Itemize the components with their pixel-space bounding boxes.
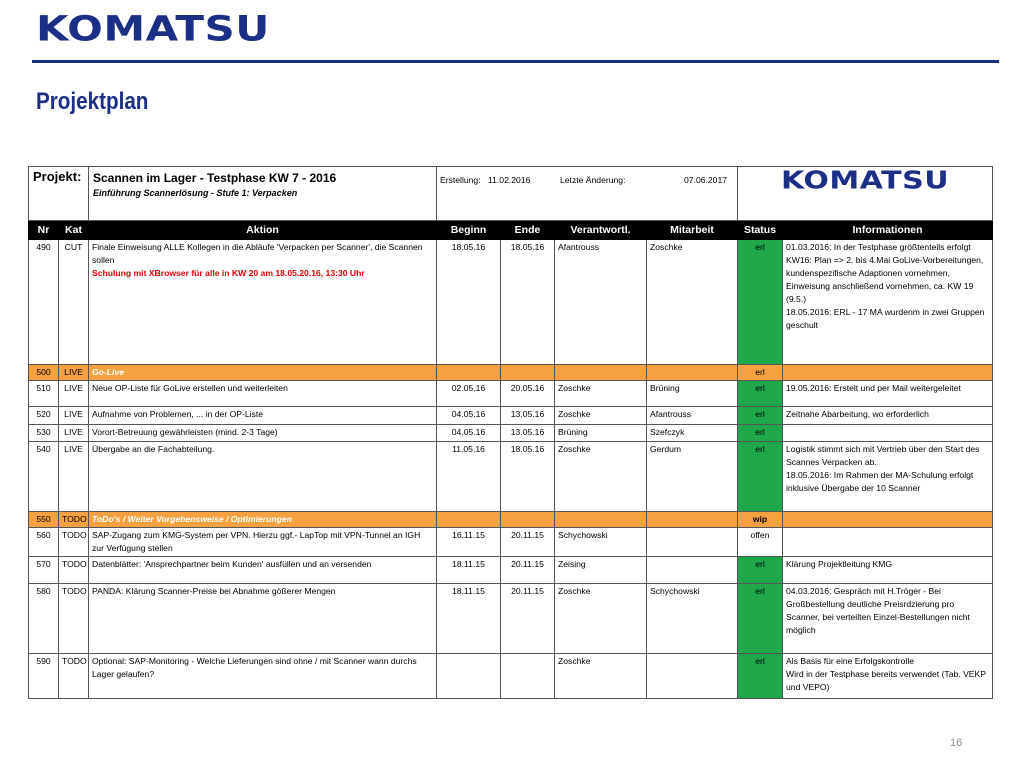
row-info: Als Basis für eine Erfolgskontrolle Wird in der Testphase bereits verwendet (Tab. VEKP und VEPO) bbox=[783, 654, 993, 699]
row-aktion: Vorort-Betreuung gewährleisten (mind. 2-3 Tage) bbox=[89, 425, 437, 442]
row-kat: TODO bbox=[59, 654, 89, 699]
row-ende: 20.05.16 bbox=[501, 381, 555, 407]
row-verantwortlich: Zoschke bbox=[555, 584, 647, 654]
row-verantwortlich: Schychowski bbox=[555, 528, 647, 557]
project-title: Scannen im Lager - Testphase KW 7 - 2016 bbox=[93, 171, 337, 185]
row-status: erl bbox=[738, 381, 783, 407]
row-nr: 590 bbox=[29, 654, 59, 699]
created-value: 11.02.2016 bbox=[488, 175, 531, 185]
row-kat: LIVE bbox=[59, 407, 89, 425]
empty-cell bbox=[437, 365, 501, 381]
row-nr: 510 bbox=[29, 381, 59, 407]
row-info bbox=[783, 425, 993, 442]
row-info: Logistik stimmt sich mit Vertrieb über den Start des Scannes Verpacken ab. 18.05.2016: Im Rahmen der MA-Schulung erfolgt inklusive Übergabe der 10 Scanner bbox=[783, 442, 993, 512]
row-status: erl bbox=[738, 240, 783, 365]
project-plan-table bbox=[28, 166, 992, 699]
row-mitarbeit bbox=[647, 557, 738, 584]
row-beginn: 18.11.15 bbox=[437, 557, 501, 584]
row-beginn: 02.05.16 bbox=[437, 381, 501, 407]
row-aktion: PANDA: Klärung Scanner-Preise bei Abnahme gößerer Mengen bbox=[89, 584, 437, 654]
row-status: offen bbox=[738, 528, 783, 557]
komatsu-logo: KOMATSU bbox=[36, 8, 270, 49]
row-verantwortlich: Zoschke bbox=[555, 654, 647, 699]
row-aktion-text: Finale Einweisung ALLE Kollegen in die Abläufe 'Verpacken per Scanner', die Scannen sollen bbox=[92, 242, 423, 265]
row-kat: TODO bbox=[59, 584, 89, 654]
row-beginn: 18.05.16 bbox=[437, 240, 501, 365]
section-row bbox=[29, 512, 993, 528]
row-beginn bbox=[437, 654, 501, 699]
row-aktion: SAP-Zugang zum KMG-System per VPN. Hierzu ggf.- LapTop mit VPN-Tunnel an IGH zur Verfügung stellen bbox=[89, 528, 437, 557]
komatsu-logo-small: KOMATSU bbox=[780, 166, 950, 195]
section-row bbox=[29, 365, 993, 381]
row-ende bbox=[501, 654, 555, 699]
row-status: erl bbox=[738, 365, 783, 381]
project-label: Projekt: bbox=[29, 167, 89, 221]
col-header-beginn: Beginn bbox=[437, 221, 501, 240]
row-status: erl bbox=[738, 407, 783, 425]
row-mitarbeit: Zoschke bbox=[647, 240, 738, 365]
row-kat: LIVE bbox=[59, 365, 89, 381]
empty-cell bbox=[501, 512, 555, 528]
row-nr: 550 bbox=[29, 512, 59, 528]
row-nr: 500 bbox=[29, 365, 59, 381]
col-header-aktion: Aktion bbox=[89, 221, 437, 240]
row-kat: TODO bbox=[59, 528, 89, 557]
col-header-informationen: Informationen bbox=[783, 221, 993, 240]
row-aktion: Datenblätter: 'Ansprechpartner beim Kunden' ausfüllen und an versenden bbox=[89, 557, 437, 584]
project-title-cell bbox=[89, 167, 437, 221]
row-mitarbeit bbox=[647, 528, 738, 557]
row-mitarbeit bbox=[647, 654, 738, 699]
row-aktion: Optional: SAP-Monitoring - Welche Lieferungen sind ohne / mit Scanner wann durchs Lager gelaufen? bbox=[89, 654, 437, 699]
project-logo-cell bbox=[738, 167, 993, 221]
row-info: 19.05.2016: Erstelt und per Mail weitergeleitet bbox=[783, 381, 993, 407]
project-subtitle: Einführung Scannerlösung - Stufe 1: Verpacken bbox=[93, 188, 298, 198]
row-nr: 570 bbox=[29, 557, 59, 584]
row-info: Zeitnahe Abarbeitung, wo erforderlich bbox=[783, 407, 993, 425]
empty-cell bbox=[437, 512, 501, 528]
row-aktion bbox=[89, 240, 437, 365]
empty-cell bbox=[647, 365, 738, 381]
empty-cell bbox=[783, 365, 993, 381]
changed-value: 07.06.2017 bbox=[684, 175, 728, 185]
row-ende: 18.05.16 bbox=[501, 442, 555, 512]
row-beginn: 04.05.16 bbox=[437, 425, 501, 442]
page-number: 16 bbox=[950, 737, 963, 749]
row-ende: 18.05.16 bbox=[501, 240, 555, 365]
row-info: 01.03.2016: In der Testphase größtenteils erfolgt KW16: Plan => 2. bis 4.Mai GoLive-Vorbereitungen, kundenspezifische Adaptionen vornehmen, Einweisung anschließend vornehmen, ca. KW 19 (9.5.) 18.05.2016: ERL - 17 MA wurdenm in zwei Gruppen geschult bbox=[783, 240, 993, 365]
row-ende: 20.11.15 bbox=[501, 584, 555, 654]
changed-label: Letzte Änderung: bbox=[560, 175, 626, 185]
row-kat: LIVE bbox=[59, 425, 89, 442]
row-mitarbeit: Schychowski bbox=[647, 584, 738, 654]
row-beginn: 04.05.16 bbox=[437, 407, 501, 425]
table-row bbox=[29, 654, 993, 699]
row-nr: 490 bbox=[29, 240, 59, 365]
header-divider bbox=[32, 60, 999, 63]
row-aktion: Neue OP-Liste für GoLive erstellen und weiterleiten bbox=[89, 381, 437, 407]
empty-cell bbox=[783, 512, 993, 528]
row-aktion: Aufnahme von Problemen, ... in der OP-Liste bbox=[89, 407, 437, 425]
created-label: Erstellung: bbox=[440, 175, 481, 185]
col-header-ende: Ende bbox=[501, 221, 555, 240]
row-kat: CUT bbox=[59, 240, 89, 365]
col-header-status: Status bbox=[738, 221, 783, 240]
row-kat: TODO bbox=[59, 512, 89, 528]
row-status: erl bbox=[738, 425, 783, 442]
row-beginn: 18.11.15 bbox=[437, 584, 501, 654]
section-label: Go-Live bbox=[89, 365, 437, 381]
row-info: Klärung Projektleitung KMG bbox=[783, 557, 993, 584]
table-row bbox=[29, 528, 993, 557]
column-header-row bbox=[29, 221, 993, 240]
empty-cell bbox=[555, 512, 647, 528]
row-status: erl bbox=[738, 442, 783, 512]
row-nr: 580 bbox=[29, 584, 59, 654]
row-status: erl bbox=[738, 557, 783, 584]
col-header-verantwortlich: Verantwortl. bbox=[555, 221, 647, 240]
empty-cell bbox=[647, 512, 738, 528]
row-status: wip bbox=[738, 512, 783, 528]
row-verantwortlich: Zoschke bbox=[555, 442, 647, 512]
row-verantwortlich: Zeising bbox=[555, 557, 647, 584]
page-title: Projektplan bbox=[36, 88, 149, 115]
row-nr: 560 bbox=[29, 528, 59, 557]
row-aktion-highlight: Schulung mit XBrowser für alle in KW 20 am 18.05.20.16, 13:30 Uhr bbox=[92, 268, 365, 278]
row-kat: LIVE bbox=[59, 442, 89, 512]
empty-cell bbox=[501, 365, 555, 381]
project-dates bbox=[437, 167, 738, 221]
section-label: ToDo's / Weiter Vorgehensweise / Optimierungen bbox=[89, 512, 437, 528]
empty-cell bbox=[555, 365, 647, 381]
row-info bbox=[783, 528, 993, 557]
row-nr: 540 bbox=[29, 442, 59, 512]
row-mitarbeit: Gerdum bbox=[647, 442, 738, 512]
row-ende: 20.11.15 bbox=[501, 557, 555, 584]
col-header-mitarbeit: Mitarbeit bbox=[647, 221, 738, 240]
table-row bbox=[29, 442, 993, 512]
project-header-row bbox=[29, 167, 993, 221]
row-kat: LIVE bbox=[59, 381, 89, 407]
row-mitarbeit: Brüning bbox=[647, 381, 738, 407]
row-verantwortlich: Afantrouss bbox=[555, 240, 647, 365]
row-info: 04.03.2016: Gespräch mit H.Tröger - Bei Großbestellung deutliche Preisrdzierung pro Scanner, bei verteilten Einzel-Bestellungen nicht möglich bbox=[783, 584, 993, 654]
row-status: erl bbox=[738, 584, 783, 654]
row-ende: 13.05.16 bbox=[501, 425, 555, 442]
row-nr: 520 bbox=[29, 407, 59, 425]
table-row bbox=[29, 584, 993, 654]
row-status: erl bbox=[738, 654, 783, 699]
row-nr: 530 bbox=[29, 425, 59, 442]
row-mitarbeit: Afantrouss bbox=[647, 407, 738, 425]
row-verantwortlich: Zoschke bbox=[555, 381, 647, 407]
row-ende: 20.11.15 bbox=[501, 528, 555, 557]
col-header-kat: Kat bbox=[59, 221, 89, 240]
row-aktion: Übergabe an die Fachabteilung. bbox=[89, 442, 437, 512]
table-row bbox=[29, 240, 993, 365]
row-verantwortlich: Zoschke bbox=[555, 407, 647, 425]
col-header-nr: Nr bbox=[29, 221, 59, 240]
row-ende: 13.05.16 bbox=[501, 407, 555, 425]
row-kat: TODO bbox=[59, 557, 89, 584]
table-row bbox=[29, 425, 993, 442]
row-verantwortlich: Brüning bbox=[555, 425, 647, 442]
table-row bbox=[29, 557, 993, 584]
row-beginn: 11.05.16 bbox=[437, 442, 501, 512]
row-beginn: 16.11.15 bbox=[437, 528, 501, 557]
row-mitarbeit: Szefczyk bbox=[647, 425, 738, 442]
table-row bbox=[29, 407, 993, 425]
table-row bbox=[29, 381, 993, 407]
